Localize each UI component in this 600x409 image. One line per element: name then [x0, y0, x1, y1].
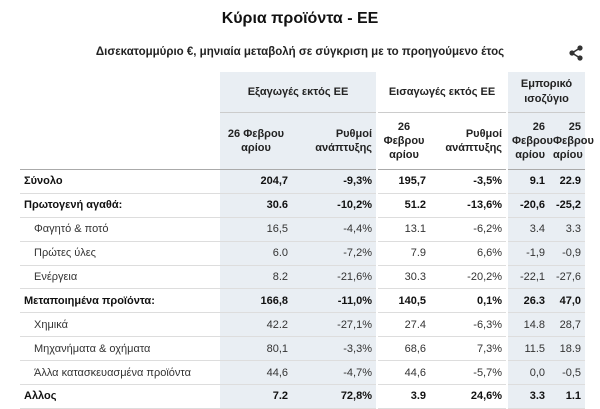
row-label: Σύνολο [20, 170, 220, 194]
imports-rate: -6,3% [430, 313, 507, 337]
row-label: Πρωτογενή αγαθά: [20, 193, 220, 217]
table-group-header-row [20, 72, 585, 113]
header-empty-cell [20, 72, 220, 113]
table-row [20, 337, 585, 361]
table-row [20, 193, 585, 217]
imports-rate: -3,5% [430, 170, 507, 194]
row-label: Χημικά [20, 313, 220, 337]
imports-rate: 7,3% [430, 337, 507, 361]
products-table [20, 72, 594, 409]
row-label: Αλλος [20, 385, 220, 409]
page-subtitle: Δισεκατομμύριο €, μηνιαία μεταβολή σε σύγκριση με το προηγούμενο έτος [95, 46, 505, 58]
imports-value: 44,6 [377, 361, 430, 385]
imports-value: 30.3 [377, 265, 430, 289]
exports-value: 204,7 [220, 170, 292, 194]
table-body [20, 170, 585, 409]
balance-25: 18.9 [549, 337, 585, 361]
imports-rate: 6,6% [430, 241, 507, 265]
exports-rate: 72,8% [292, 385, 377, 409]
subheader-imports-rate: Ρυθμοί ανάπτυξης [430, 113, 507, 170]
exports-value: 44,6 [220, 361, 292, 385]
balance-26: -22,1 [507, 265, 549, 289]
imports-rate: 24,6% [430, 385, 507, 409]
exports-value: 80,1 [220, 337, 292, 361]
imports-rate: -13,6% [430, 193, 507, 217]
balance-25: 22.9 [549, 170, 585, 194]
exports-value: 8.2 [220, 265, 292, 289]
header-balance: Εμπορικό ισοζύγιο [507, 72, 585, 113]
table-row [20, 217, 585, 241]
row-label: Μηχανήματα & οχήματα [20, 337, 220, 361]
exports-rate: -11,0% [292, 289, 377, 313]
balance-25: 28,7 [549, 313, 585, 337]
row-label: Φαγητό & ποτό [20, 217, 220, 241]
share-icon[interactable] [567, 44, 585, 62]
exports-rate: -21,6% [292, 265, 377, 289]
balance-26: -20,6 [507, 193, 549, 217]
imports-value: 140,5 [377, 289, 430, 313]
exports-rate: -4,4% [292, 217, 377, 241]
imports-value: 27.4 [377, 313, 430, 337]
imports-rate: -6,2% [430, 217, 507, 241]
header-imports: Εισαγωγές εκτός ΕΕ [377, 72, 507, 113]
imports-rate: 0,1% [430, 289, 507, 313]
row-label: Ενέργεια [20, 265, 220, 289]
balance-25: 1.1 [549, 385, 585, 409]
exports-value: 16,5 [220, 217, 292, 241]
imports-value: 13.1 [377, 217, 430, 241]
subheader-imports-date: 26 Φεβρου αρίου [377, 113, 430, 170]
exports-rate: -27,1% [292, 313, 377, 337]
balance-26: -1,9 [507, 241, 549, 265]
table-subheader-row [20, 113, 585, 170]
subheader-balance-26: 26 Φεβρου αρίου [507, 113, 549, 170]
balance-26: 9.1 [507, 170, 549, 194]
table-row [20, 170, 585, 194]
exports-value: 6.0 [220, 241, 292, 265]
exports-rate: -10,2% [292, 193, 377, 217]
balance-26: 3.3 [507, 385, 549, 409]
balance-25: 3.3 [549, 217, 585, 241]
imports-value: 51.2 [377, 193, 430, 217]
subheader-empty-cell [20, 113, 220, 170]
exports-value: 30.6 [220, 193, 292, 217]
balance-25: -0,5 [549, 361, 585, 385]
balance-26: 26.3 [507, 289, 549, 313]
balance-25: -0,9 [549, 241, 585, 265]
exports-value: 7.2 [220, 385, 292, 409]
header-exports: Εξαγωγές εκτός ΕΕ [220, 72, 377, 113]
balance-25: -25,2 [549, 193, 585, 217]
imports-value: 195,7 [377, 170, 430, 194]
table-row [20, 241, 585, 265]
table-row [20, 289, 585, 313]
balance-26: 3.4 [507, 217, 549, 241]
table-row [20, 313, 585, 337]
table-row [20, 265, 585, 289]
balance-25: -27,6 [549, 265, 585, 289]
subheader-exports-date: 26 Φεβρου αρίου [220, 113, 292, 170]
imports-value: 7.9 [377, 241, 430, 265]
table-row [20, 361, 585, 385]
page-title: Κύρια προϊόντα - ΕΕ [221, 10, 379, 27]
exports-rate: -4,7% [292, 361, 377, 385]
row-label: Πρώτες ύλες [20, 241, 220, 265]
exports-rate: -3,3% [292, 337, 377, 361]
exports-value: 166,8 [220, 289, 292, 313]
exports-rate: -9,3% [292, 170, 377, 194]
imports-rate: -20,2% [430, 265, 507, 289]
exports-rate: -7,2% [292, 241, 377, 265]
balance-26: 11.5 [507, 337, 549, 361]
balance-25: 47,0 [549, 289, 585, 313]
subheader-exports-rate: Ρυθμοί ανάπτυξης [292, 113, 377, 170]
exports-value: 42.2 [220, 313, 292, 337]
imports-value: 68,6 [377, 337, 430, 361]
imports-value: 3.9 [377, 385, 430, 409]
balance-26: 0,0 [507, 361, 549, 385]
table-row [20, 385, 585, 409]
balance-26: 14.8 [507, 313, 549, 337]
subheader-balance-25: 25 Φεβρου αρίου [549, 113, 585, 170]
imports-rate: -5,7% [430, 361, 507, 385]
row-label: Μεταποιημένα προϊόντα: [20, 289, 220, 313]
row-label: Άλλα κατασκευασμένα προϊόντα [20, 361, 220, 385]
